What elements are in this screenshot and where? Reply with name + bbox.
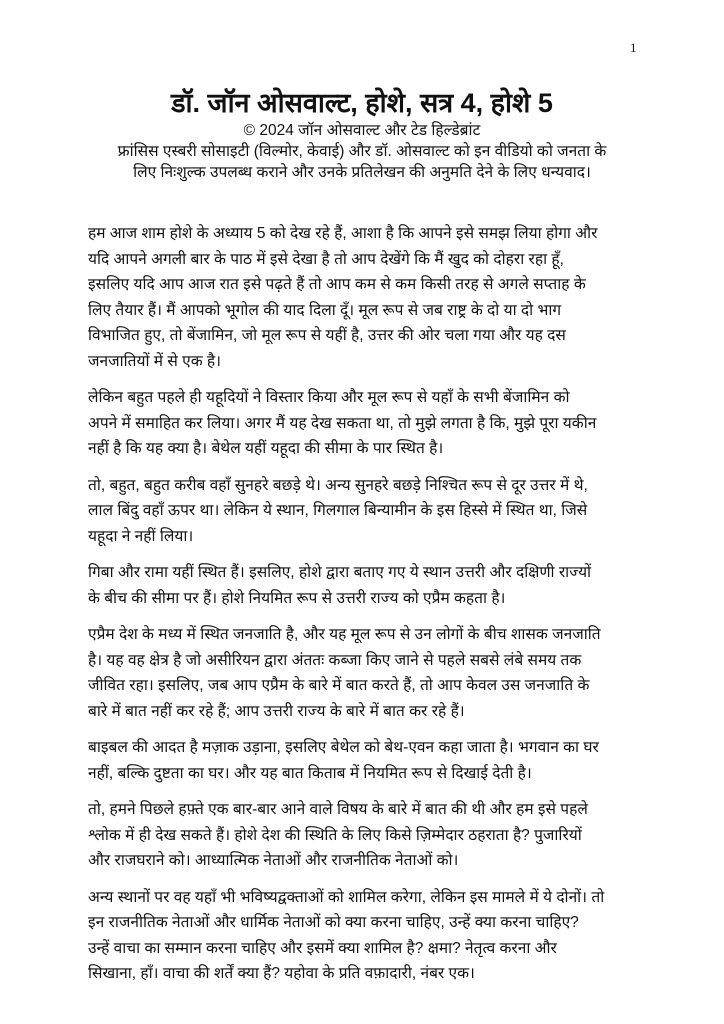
text-line: यहूदा ने नहीं लिया। <box>88 527 194 545</box>
document-title: डॉ. जॉन ओसवाल्ट, होशे, सत्र 4, होशे 5 <box>171 88 553 118</box>
text-line: श्लोक में ही देख सकते हैं। होशे देश की स्थिति के लिए किसे ज़िम्मेदार ठहराता है? पुजारियों <box>88 826 582 844</box>
text-line: इन राजनीतिक नेताओं और धार्मिक नेताओं को क्या करना चाहिए, उन्हें क्या करना चाहिए? <box>88 914 579 931</box>
text-line: इसलिए यदि आप आज रात इसे पढ़ते हैं तो आप कम से कम किसी तरह से अगले सप्ताह के <box>88 276 586 293</box>
text-line: और राजघराने को। आध्यात्मिक नेताओं और राजनीतिक नेताओं को। <box>88 852 459 869</box>
text-line: लेकिन बहुत पहले ही यहूदियों ने विस्तार किया और मूल रूप से यहाँ के सभी बेंजामिन को <box>88 389 570 406</box>
text-line: हम आज शाम होशे के अध्याय 5 को देख रहे हैं, आशा है कि आपने इसे समझ लिया होगा और <box>88 225 598 242</box>
paragraph <box>88 473 648 550</box>
paragraph <box>88 885 648 987</box>
acknowledgement-line: लिए निःशुल्क उपलब्ध कराने और उनके प्रतिलेखन की अनुमति देने के लिए धन्यवाद। <box>133 164 591 181</box>
text-line: लाल बिंदु वहाँ ऊपर था। लेकिन ये स्थान, गिलगाल बिन्यामीन के इस हिस्से में स्थित था, जिसे <box>88 502 588 519</box>
text-line: सिखाना, हाँ। वाचा की शर्तें क्या हैं? यहोवा के प्रति वफ़ादारी, नंबर एक। <box>88 965 475 982</box>
text-line: अन्य स्थानों पर वह यहाँ भी भविष्यद्वक्ताओं को शामिल करेगा, लेकिन इस मामले में ये दोनों। तो <box>88 888 605 906</box>
text-line: विभाजित हुए, तो बेंजामिन, जो मूल रूप से यहीं है, उत्तर की ओर चला गया और यह दस <box>88 327 566 344</box>
text-line: जनजातियों में से एक है। <box>88 352 222 370</box>
text-line: तो, हमने पिछले हफ़्ते एक बार-बार आने वाले विषय के बारे में बात की थी और हम इसे पहले <box>88 801 588 818</box>
text-line: है। यह वह क्षेत्र है जो असीरियन द्वारा अंततः कब्जा किए जाने से पहले सबसे लंबे समय तक <box>88 651 582 669</box>
text-line: गिबा और रामा यहीं स्थित हैं। इसलिए, होशे द्वारा बताए गए ये स्थान उत्तरी और दक्षिणी राज्यों <box>88 564 592 581</box>
text-line: तो, बहुत, बहुत करीब वहाँ सुनहरे बछड़े थे। अन्य सुनहरे बछड़े निश्चित रूप से दूर उत्तर में थे, <box>88 476 588 494</box>
text-line: बारे में बात नहीं कर रहे हैं; आप उत्तरी राज्य के बारे में बात कर रहे हैं। <box>88 702 465 720</box>
text-line: नहीं है कि यह क्या है। बेथेल यहीं यहूदा की सीमा के पार स्थित है। <box>88 440 444 457</box>
text-line: जीवित रहा। इसलिए, जब आप एप्रैम के बारे में बात करते हैं, तो आप केवल उस जनजाति के <box>88 677 590 694</box>
text-line: उन्हें वाचा का सम्मान करना चाहिए और इसमें क्या शामिल है? क्षमा? नेतृत्व करना और <box>88 939 557 957</box>
paragraph <box>88 797 648 874</box>
text-line: अपने में समाहित कर लिया। अगर मैं यह देख सकता था, तो मुझे लगता है कि, मुझे पूरा यकीन <box>88 414 597 432</box>
paragraph <box>88 735 648 786</box>
paragraph <box>88 385 648 462</box>
paragraph <box>88 622 648 724</box>
text-line: एप्रैम देश के मध्य में स्थित जनजाति है, और यह मूल रूप से उन लोगों के बीच शासक जनजाति <box>88 626 601 643</box>
text-line: बाइबल की आदत है मज़ाक उड़ाना, इसलिए बेथेल को बेथ-एवन कहा जाता है। भगवान का घर <box>88 739 599 756</box>
text-line: के बीच की सीमा पर हैं। होशे नियमित रूप से उत्तरी राज्य को एप्रैम कहता है। <box>88 589 506 607</box>
paragraph <box>88 560 648 611</box>
acknowledgement-line: फ्रांसिस एस्बरी सोसाइटी (विल्मोर, केवाई) और डॉ. ओसवाल्ट को इन वीडियो को जनता के <box>117 143 607 160</box>
text-line: लिए तैयार हैं। मैं आपको भूगोल की याद दिला दूँ। मूल रूप से जब राष्ट्र के दो या दो भाग <box>88 301 562 319</box>
text-line: नहीं, बल्कि दुष्टता का घर। और यह बात किताब में नियमित रूप से दिखाई देती है। <box>88 764 532 782</box>
copyright-line: © 2024 जॉन ओसवाल्ट और टेड हिल्डेब्रांट <box>243 122 481 139</box>
document-header <box>60 86 664 183</box>
text-line: यदि आपने अगली बार के पाठ में इसे देखा है तो आप देखेंगे कि मैं खुद को दोहरा रहा हूँ, <box>88 250 564 268</box>
page-number: 1 <box>630 40 637 55</box>
paragraph <box>88 221 648 374</box>
document-body <box>88 221 648 998</box>
